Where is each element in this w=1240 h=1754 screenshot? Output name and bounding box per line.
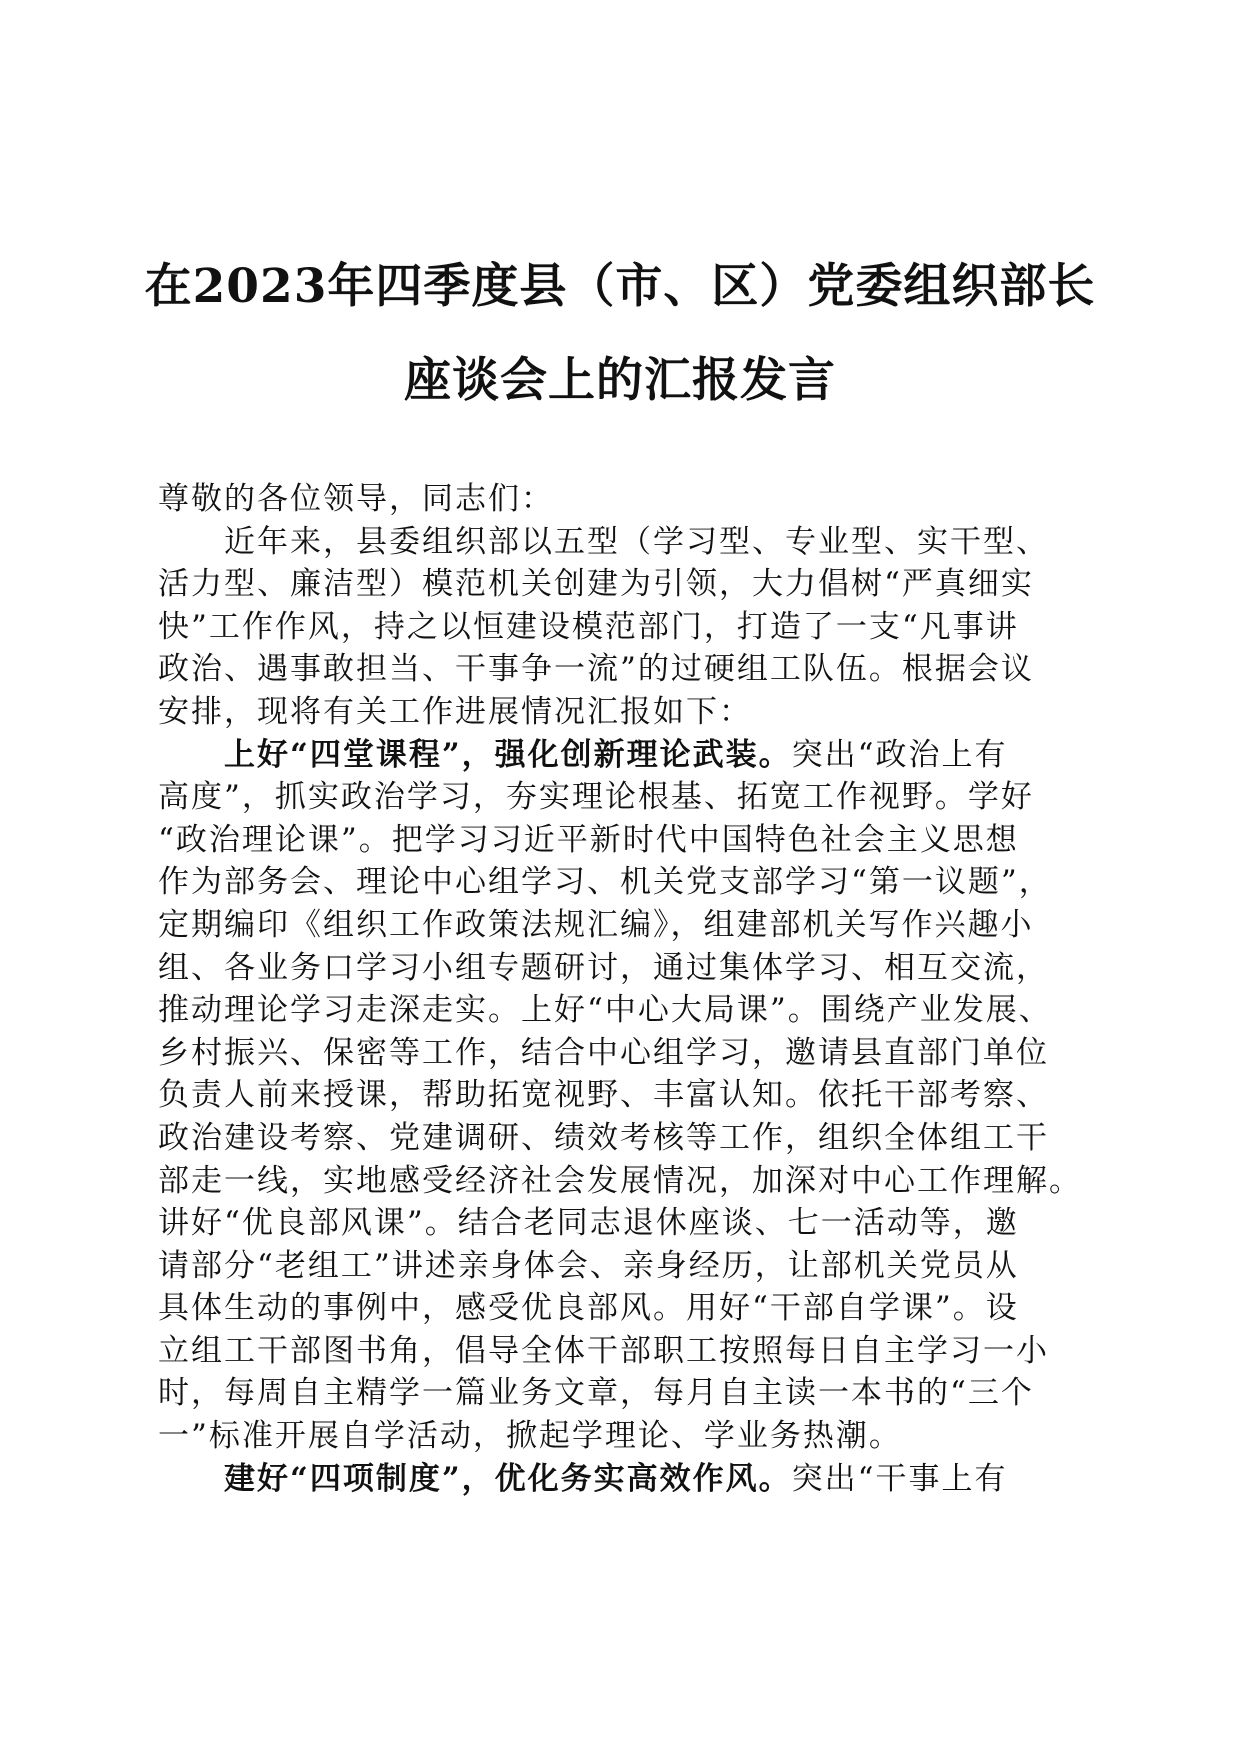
section1-line: 讲好“优良部风课”。结合老同志退休座谈、七一活动等，邀 bbox=[158, 1205, 1019, 1242]
section1-line: “政治理论课”。把学习习近平新时代中国特色社会主义思想 bbox=[158, 821, 1019, 858]
intro-line: 快”工作作风，持之以恒建设模范部门，打造了一支“凡事讲 bbox=[158, 608, 1019, 645]
section1-line: 部走一线，实地感受经济社会发展情况，加深对中心工作理解。 bbox=[158, 1162, 1082, 1199]
section1-line: 高度”，抓实政治学习，夯实理论根基、拓宽工作视野。学好 bbox=[158, 779, 1034, 816]
section1-line: 组、各业务口学习小组专题研讨，通过集体学习、相互交流， bbox=[158, 949, 1049, 986]
section1-line: 立组工干部图书角，倡导全体干部职工按照每日自主学习一小 bbox=[158, 1332, 1049, 1369]
document-title-line-1: 在2023年四季度县（市、区）党委组织部长 bbox=[144, 259, 1096, 314]
intro-line: 活力型、廉洁型）模范机关创建为引领，大力倡树“严真细实 bbox=[158, 566, 1034, 603]
section1-line: 乡村振兴、保密等工作，结合中心组学习，邀请县直部门单位 bbox=[158, 1034, 1049, 1071]
intro-line: 政治、遇事敢担当、干事争一流”的过硬组工队伍。根据会议 bbox=[158, 651, 1034, 688]
salutation: 尊敬的各位领导，同志们： bbox=[158, 481, 554, 517]
section2-heading: 建好“四项制度”，优化务实高效作风。 bbox=[224, 1460, 792, 1497]
section1-first-line bbox=[158, 734, 1098, 777]
section1-line: 政治建设考察、党建调研、绩效考核等工作，组织全体组工干 bbox=[158, 1119, 1049, 1156]
document-body bbox=[158, 478, 1098, 1500]
section1-line: 负责人前来授课，帮助拓宽视野、丰富认知。依托干部考察、 bbox=[158, 1077, 1049, 1114]
section2-first-line bbox=[158, 1458, 1098, 1501]
section1-line: 具体生动的事例中，感受优良部风。用好“干部自学课”。设 bbox=[158, 1290, 1019, 1327]
section1-line: 定期编印《组织工作政策法规汇编》，组建部机关写作兴趣小 bbox=[158, 906, 1034, 943]
intro-line: 近年来，县委组织部以五型（学习型、专业型、实干型、 bbox=[224, 523, 1049, 560]
section1-first-line-rest: 突出“政治上有 bbox=[791, 736, 1008, 773]
section1-line: 推动理论学习走深走实。上好“中心大局课”。围绕产业发展、 bbox=[158, 992, 1052, 1029]
document-title-line-2: 座谈会上的汇报发言 bbox=[404, 353, 836, 408]
section1-line: 时，每周自主精学一篇业务文章，每月自主读一本书的“三个 bbox=[158, 1375, 1034, 1412]
section1-heading: 上好“四堂课程”，强化创新理论武装。 bbox=[224, 736, 792, 773]
section1-line: 作为部务会、理论中心组学习、机关党支部学习“第一议题”， bbox=[158, 864, 1052, 901]
section1-line: 请部分“老组工”讲述亲身体会、亲身经历，让部机关党员从 bbox=[158, 1247, 1019, 1284]
section2-first-line-rest: 突出“干事上有 bbox=[791, 1460, 1008, 1497]
intro-line: 安排，现将有关工作进展情况汇报如下： bbox=[158, 693, 752, 730]
section1-line: 一”标准开展自学活动，掀起学理论、学业务热潮。 bbox=[158, 1418, 902, 1455]
